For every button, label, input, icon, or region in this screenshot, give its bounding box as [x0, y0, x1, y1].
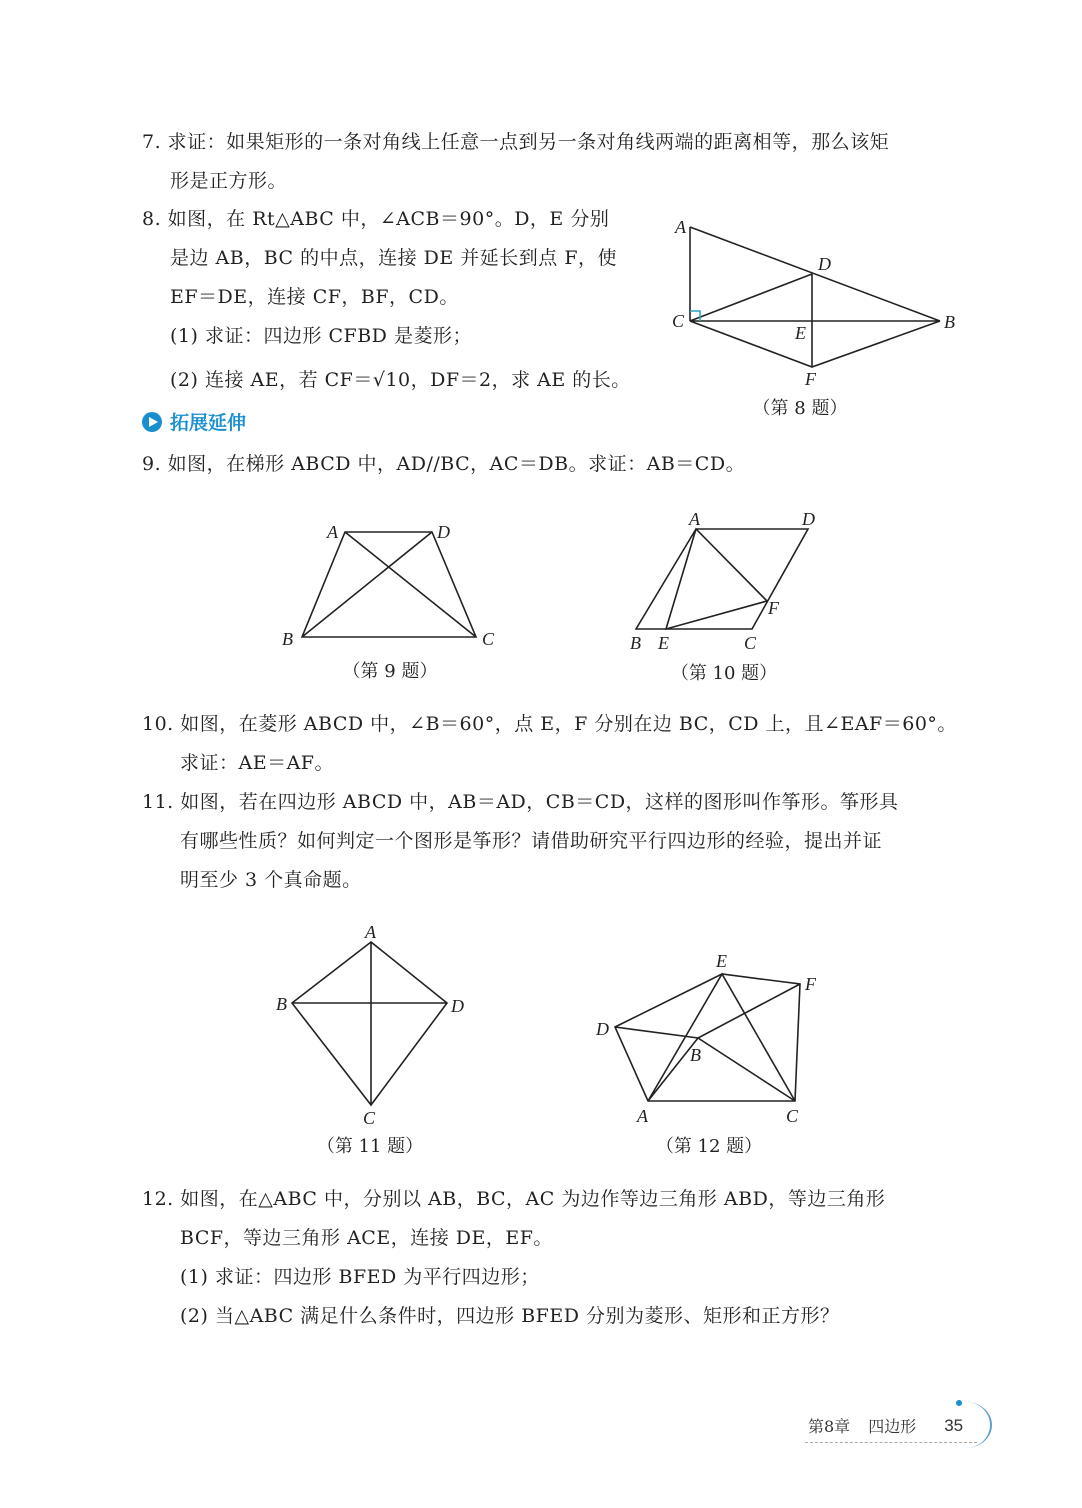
label-D: D [437, 522, 450, 542]
label-F: F [805, 974, 816, 994]
label-C: C [482, 629, 495, 649]
problem-8-line1: 8. 如图，在 Rt△ABC 中，∠ACB＝90°。D，E 分别 [142, 208, 610, 230]
label-A: A [689, 509, 700, 529]
label-D: D [802, 509, 815, 529]
problem-8-part1: (1) 求证：四边形 CFBD 是菱形； [170, 325, 472, 347]
label-B: B [690, 1045, 701, 1065]
label-B: B [282, 629, 293, 649]
figure-12 [595, 951, 817, 1126]
label-B: B [276, 994, 287, 1014]
footer-arc-decoration [940, 1402, 992, 1448]
problem-9: 9. 如图，在梯形 ABCD 中，AD//BC，AC＝DB。求证：AB＝CD。 [142, 453, 746, 475]
problem-12-line2: BCF，等边三角形 ACE，连接 DE，EF。 [180, 1227, 553, 1249]
problem-11-line1: 11. 如图，若在四边形 ABCD 中，AB＝AD，CB＝CD，这样的图形叫作筝形。筝形具 [142, 791, 899, 813]
label-A: A [675, 217, 686, 237]
label-F: F [768, 598, 779, 618]
problem-10-line2: 求证：AE＝AF。 [180, 752, 334, 774]
figure-9 [282, 522, 495, 649]
label-E: E [716, 951, 727, 971]
label-A: A [365, 922, 376, 942]
figure-11 [276, 922, 464, 1128]
problem-11-line2: 有哪些性质？如何判定一个图形是筝形？请借助研究平行四边形的经验，提出并证 [180, 830, 883, 852]
label-D: D [596, 1019, 609, 1039]
footer-title: 四边形 [868, 1417, 917, 1436]
label-A: A [637, 1106, 648, 1126]
figure-9-caption: （第 9 题） [342, 661, 438, 682]
problem-7-line1: 7. 求证：如果矩形的一条对角线上任意一点到另一条对角线两端的距离相等，那么该矩 [142, 131, 890, 153]
label-B: B [630, 633, 641, 653]
label-C: C [786, 1106, 799, 1126]
figure-12-caption: （第 12 题） [655, 1136, 763, 1157]
label-E: E [658, 633, 669, 653]
footer-dot-decoration [956, 1400, 962, 1406]
problem-12-part2: (2) 当△ABC 满足什么条件时，四边形 BFED 分别为菱形、矩形和正方形？ [180, 1305, 840, 1327]
page-number: 35 [944, 1415, 964, 1435]
label-E: E [795, 323, 806, 343]
footer-chapter: 第8章 [808, 1417, 851, 1436]
label-D: D [451, 996, 464, 1016]
problem-7-line2: 形是正方形。 [170, 170, 288, 192]
figure-8 [672, 217, 955, 389]
figure-11-caption: （第 11 题） [316, 1136, 424, 1157]
section-heading-text: 拓展延伸 [170, 412, 247, 434]
problem-10-line1: 10. 如图，在菱形 ABCD 中，∠B＝60°，点 E，F 分别在边 BC，CD 上，且∠EAF＝60°。 [142, 713, 957, 735]
label-F: F [805, 369, 816, 389]
problem-8-line2: 是边 AB，BC 的中点，连接 DE 并延长到点 F，使 [170, 247, 618, 269]
figure-8-caption: （第 8 题） [752, 398, 848, 419]
label-D: D [818, 254, 831, 274]
label-A: A [327, 522, 338, 542]
problem-8-line3: EF＝DE，连接 CF，BF，CD。 [170, 286, 459, 308]
problem-11-line3: 明至少 3 个真命题。 [180, 869, 362, 891]
label-B: B [944, 312, 955, 332]
label-C: C [672, 311, 685, 331]
problem-12-part1: (1) 求证：四边形 BFED 为平行四边形； [180, 1266, 540, 1288]
label-C: C [363, 1108, 376, 1128]
problem-8-part2: (2) 连接 AE，若 CF＝√10，DF＝2，求 AE 的长。 [170, 369, 631, 391]
label-C: C [744, 633, 757, 653]
figure-10 [630, 509, 815, 653]
figure-10-caption: （第 10 题） [670, 663, 778, 684]
problem-12-line1: 12. 如图，在△ABC 中，分别以 AB，BC，AC 为边作等边三角形 ABD，等边三角形 [142, 1188, 886, 1210]
